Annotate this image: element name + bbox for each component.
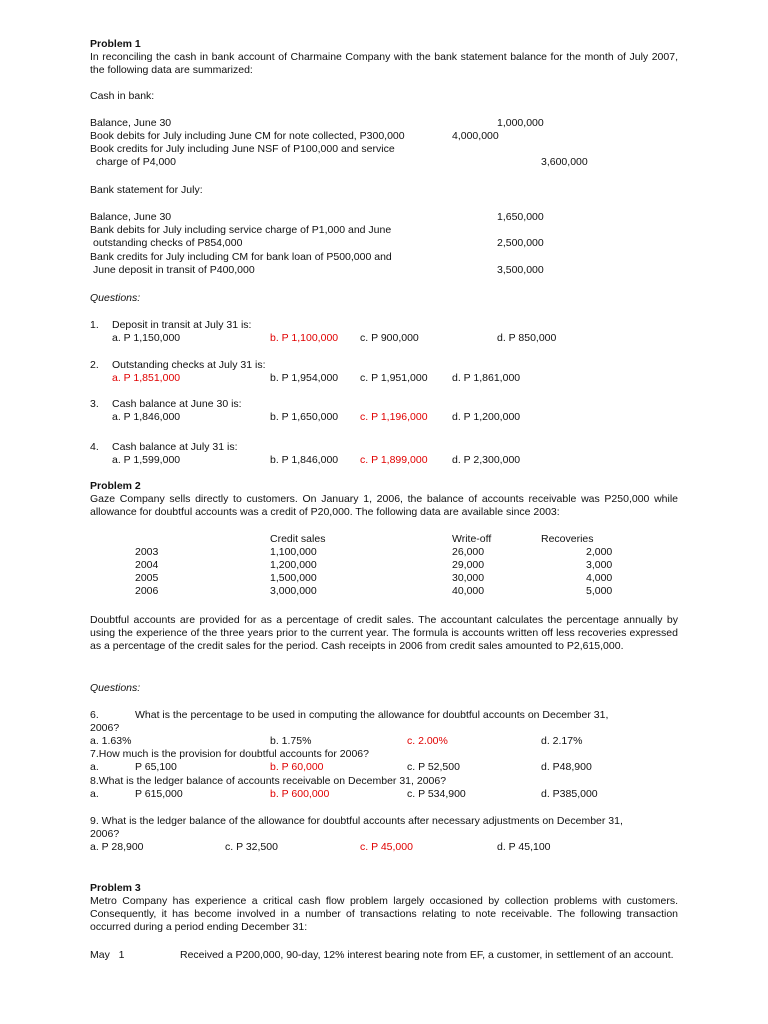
- question-text: Deposit in transit at July 31 is:: [112, 319, 252, 331]
- question-text: 8.What is the ledger balance of accounts receivable on December 31, 2006?: [90, 775, 447, 787]
- question-text: Cash balance at June 30 is:: [112, 398, 242, 410]
- problem-2-intro: Gaze Company sells directly to customers. On January 1, 2006, the balance of accounts receivable was P250,000 while allowance for doubtful accounts was a credit of P20,000. The following data are available since 2003:: [90, 493, 678, 518]
- question-number: 1.: [90, 319, 99, 331]
- bank-row-label-cont: June deposit in transit of P400,000: [93, 264, 255, 276]
- choice-a: P 615,000: [135, 788, 183, 800]
- choice-b: b. 1.75%: [270, 735, 312, 747]
- problem-3-title: Problem 3: [90, 882, 141, 894]
- problem-3-intro: Metro Company has experience a critical cash flow problem largely occasioned by collection problems with customers. Consequently, it has become involved in a number of transactions relating to note receivable. The following transaction occurred during a period ending December 31:: [90, 895, 678, 933]
- choice-a-letter: a.: [90, 788, 99, 800]
- credit-sales-cell: 1,200,000: [270, 559, 317, 571]
- question-text: Cash balance at July 31 is:: [112, 441, 238, 453]
- choice-d: d. 2.17%: [541, 735, 583, 747]
- transaction-date: May 1: [90, 949, 125, 961]
- choice-a-letter: a.: [90, 761, 99, 773]
- recoveries-cell: 5,000: [586, 585, 613, 597]
- col-header-recoveries: Recoveries: [541, 533, 594, 545]
- choice-a: a. 1.63%: [90, 735, 132, 747]
- recoveries-cell: 4,000: [586, 572, 613, 584]
- col-header-write-off: Write-off: [452, 533, 492, 545]
- question-number: 3.: [90, 398, 99, 410]
- choice-c-answer: c. P 1,899,000: [360, 454, 428, 466]
- question-text: What is the percentage to be used in computing the allowance for doubtful accounts on December 31,: [135, 709, 609, 721]
- question-text: 7.How much is the provision for doubtful accounts for 2006?: [90, 748, 369, 760]
- choice-a: a. P 1,599,000: [112, 454, 181, 466]
- col-header-credit-sales: Credit sales: [270, 533, 326, 545]
- question-number: 6.: [90, 709, 99, 721]
- question-number: 2.: [90, 359, 99, 371]
- choice-d: d. P385,000: [541, 788, 598, 800]
- choice-a: P 65,100: [135, 761, 177, 773]
- bank-row-value: 2,500,000: [497, 237, 544, 249]
- transaction-entry: Received a P200,000, 90-day, 12% interest bearing note from EF, a customer, in settlement of an account.: [180, 949, 674, 961]
- year-cell: 2003: [135, 546, 159, 558]
- cash-row-label: Book credits for July including June NSF of P100,000 and service: [90, 143, 395, 155]
- bank-row-label-cont: outstanding checks of P854,000: [93, 237, 243, 249]
- choice-c-answer: c. 2.00%: [407, 735, 448, 747]
- choice-b: c. P 32,500: [225, 841, 278, 853]
- choice-c-answer: c. P 1,196,000: [360, 411, 428, 423]
- credit-sales-cell: 1,500,000: [270, 572, 317, 584]
- bank-row-value: 1,650,000: [497, 211, 544, 223]
- recoveries-cell: 3,000: [586, 559, 613, 571]
- choice-b: b. P 1,650,000: [270, 411, 339, 423]
- choice-c: c. P 52,500: [407, 761, 460, 773]
- choice-b: b. P 1,846,000: [270, 454, 339, 466]
- choice-a-answer: a. P 1,851,000: [112, 372, 181, 384]
- choice-d: d. P 1,200,000: [452, 411, 521, 423]
- choice-d: d. P48,900: [541, 761, 592, 773]
- question-text: 9. What is the ledger balance of the allowance for doubtful accounts after necessary adjustments on December 31,: [90, 815, 623, 827]
- choice-b-answer: b. P 600,000: [270, 788, 330, 800]
- questions-label: Questions:: [90, 682, 141, 694]
- bank-row-label: Balance, June 30: [90, 211, 172, 223]
- problem-1-intro: In reconciling the cash in bank account of Charmaine Company with the bank statement balance for the month of July 2007, the following data are summarized:: [90, 51, 678, 76]
- problem-1-title: Problem 1: [90, 38, 141, 50]
- problem-2-paragraph: Doubtful accounts are provided for as a percentage of credit sales. The accountant calculates the percentage annually by using the experience of the three years prior to the current year. The formula is accounts written off less recoveries expressed as a percentage of the credit sales for the period. Cash receipts in 2006 from credit sales amounted to P2,615,000.: [90, 614, 678, 652]
- bank-row-value: 3,500,000: [497, 264, 544, 276]
- choice-c: c. P 900,000: [360, 332, 419, 344]
- problem-2-title: Problem 2: [90, 480, 141, 492]
- choice-c-answer: c. P 45,000: [360, 841, 413, 853]
- bank-row-label: Bank credits for July including CM for bank loan of P500,000 and: [90, 251, 392, 263]
- question-number: 4.: [90, 441, 99, 453]
- write-off-cell: 30,000: [452, 572, 485, 584]
- choice-a: a. P 1,150,000: [112, 332, 181, 344]
- cash-in-bank-heading: Cash in bank:: [90, 90, 155, 102]
- cash-row-label: Book debits for July including June CM for note collected, P300,000: [90, 130, 405, 142]
- bank-statement-heading: Bank statement for July:: [90, 184, 203, 196]
- choice-a: a. P 28,900: [90, 841, 144, 853]
- choice-b-answer: b. P 1,100,000: [270, 332, 339, 344]
- cash-row-value: 1,000,000: [497, 117, 544, 129]
- choice-d: d. P 2,300,000: [452, 454, 521, 466]
- year-cell: 2004: [135, 559, 159, 571]
- bank-row-label: Bank debits for July including service charge of P1,000 and June: [90, 224, 392, 236]
- year-cell: 2006: [135, 585, 159, 597]
- choice-b: b. P 1,954,000: [270, 372, 339, 384]
- write-off-cell: 26,000: [452, 546, 485, 558]
- question-text: Outstanding checks at July 31 is:: [112, 359, 266, 371]
- question-text-cont: 2006?: [90, 722, 120, 734]
- choice-a: a. P 1,846,000: [112, 411, 181, 423]
- choice-c: c. P 1,951,000: [360, 372, 428, 384]
- cash-row-label: Balance, June 30: [90, 117, 172, 129]
- choice-d: d. P 1,861,000: [452, 372, 521, 384]
- choice-d: d. P 45,100: [497, 841, 551, 853]
- choice-b-answer: b. P 60,000: [270, 761, 324, 773]
- cash-row-value: 3,600,000: [541, 156, 588, 168]
- question-text-cont: 2006?: [90, 828, 120, 840]
- write-off-cell: 40,000: [452, 585, 485, 597]
- cash-row-value: 4,000,000: [452, 130, 499, 142]
- recoveries-cell: 2,000: [586, 546, 613, 558]
- choice-c: c. P 534,900: [407, 788, 466, 800]
- cash-row-label-cont: charge of P4,000: [96, 156, 176, 168]
- write-off-cell: 29,000: [452, 559, 485, 571]
- year-cell: 2005: [135, 572, 159, 584]
- questions-label: Questions:: [90, 292, 141, 304]
- credit-sales-cell: 3,000,000: [270, 585, 317, 597]
- choice-d: d. P 850,000: [497, 332, 557, 344]
- credit-sales-cell: 1,100,000: [270, 546, 317, 558]
